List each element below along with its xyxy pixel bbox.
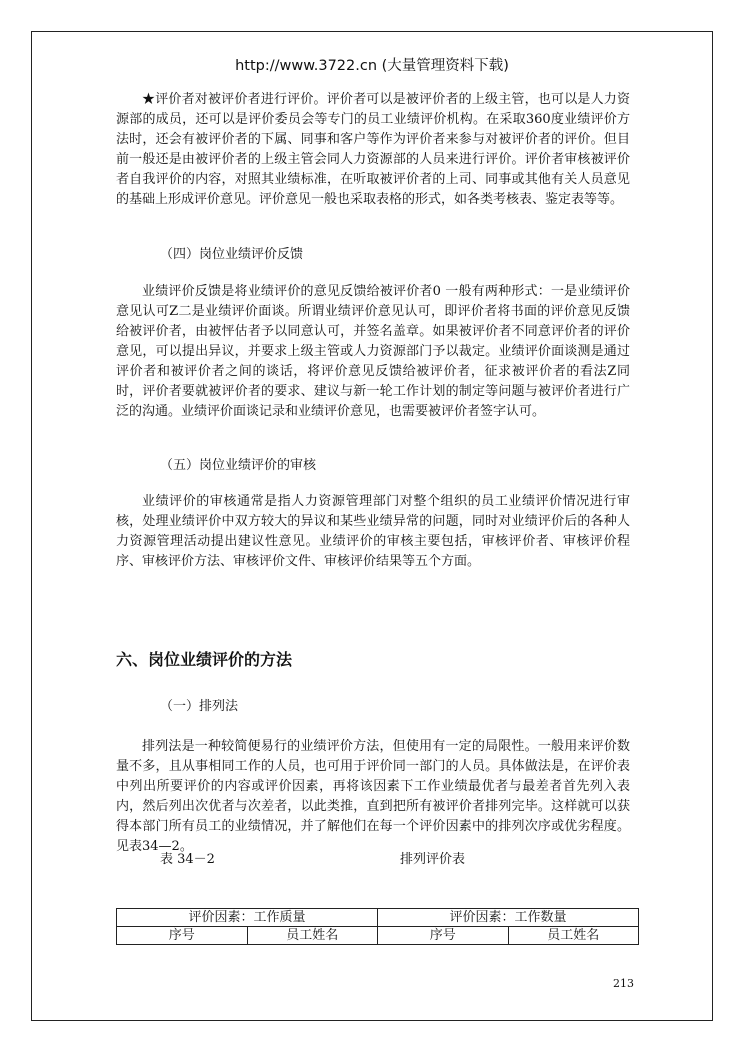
table-label: 表 34－2 [160, 852, 215, 867]
table-header-quality: 评价因素：工作质量 [117, 909, 378, 927]
table-col-no: 序号 [117, 927, 248, 945]
subheading-review: （五）岗位业绩评价的审核 [160, 458, 317, 473]
table-row [117, 909, 639, 927]
table-header-quantity: 评价因素：工作数量 [378, 909, 639, 927]
subheading-feedback: （四）岗位业绩评价反馈 [160, 247, 304, 262]
paragraph-feedback: 业绩评价反馈是将业绩评价的意见反馈给被评价者0 一般有两种形式：一是业绩评价意见认可Z二是业绩评价面谈。所谓业绩评价意见认可，即评价者将书面的评价意见反馈给被评价者，由被怦估者予以同意认可，并签名盖章。如果被评价者不同意评价者的评价意见，可以提出异议，并要求上级主管或人力资源部门予以裁定。业绩评价面谈测是通过评价者和被评价者之间的谈话，将评价意见反馈给被评价者，征求被评价者的看法Z同时，评价者要就被评价者的要求、建议与新一轮工作计划的制定等问题与被评价者进行广泛的沟通。业绩评价面谈记录和业绩评价意见，也需要被评价者签字认可。 [116, 284, 630, 419]
paragraph-evaluator: ★评价者对被评价者进行评价。评价者可以是被评价者的上级主管，也可以是人力资源部的成员，还可以是评价委员会等专门的员工业绩评价机构。在采取360度业绩评价方法时，还会有被评价者的下属、同事和客户等作为评价者来参与对被评价者的评价。但目前一般还是由被评价者的上级主管会同人力资源部的人员来进行评价。评价者审核被评价者自我评价的内容，对照其业绩标准，在听取被评价者的上司、同事或其他有关人员意见的基础上形成评价意见。评价意见一般也采取表格的形式，如各类考核表、鉴定表等等。 [116, 92, 630, 207]
table-col-no: 序号 [378, 927, 509, 945]
page-number: 213 [613, 977, 634, 990]
page-header-url[interactable]: http://www.3722.cn (大量管理资料下载) [235, 58, 509, 74]
ranking-table [116, 908, 639, 945]
table-row [117, 927, 639, 945]
section-heading-methods: 六、岗位业绩评价的方法 [116, 650, 293, 669]
paragraph-review: 业绩评价的审核通常是指人力资源管理部门对整个组织的员工业绩评价情况进行审核，处理业绩评价中双方较大的异议和某些业绩异常的问题，同时对业绩评价后的各种人力资源管理活动提出建议性意见。业绩评价的审核主要包括，审核评价者、审核评价程序、审核评价方法、审核评价文件、审核评价结果等五个方面。 [116, 494, 630, 569]
table-title: 排列评价表 [400, 852, 466, 867]
table-col-name: 员工姓名 [247, 927, 378, 945]
paragraph-ranking: 排列法是一种较简便易行的业绩评价方法，但使用有一定的局限性。一般用来评价数量不多，且从事相同工作的人员，也可用于评价同一部门的人员。具体做法是，在评价表中列出所要评价的内容或评价因素，再将该因素下工作业绩最优者与最差者首先列入表内，然后列出次优者与次差者，以此类推，直到把所有被评价者排列完毕。这样就可以获得本部门所有员工的业绩情况，并了解他们在每一个评价因素中的排列次序或优劣程度。见表34—2。 [116, 739, 630, 854]
subheading-ranking: （一）排列法 [160, 699, 239, 714]
table-col-name: 员工姓名 [508, 927, 639, 945]
